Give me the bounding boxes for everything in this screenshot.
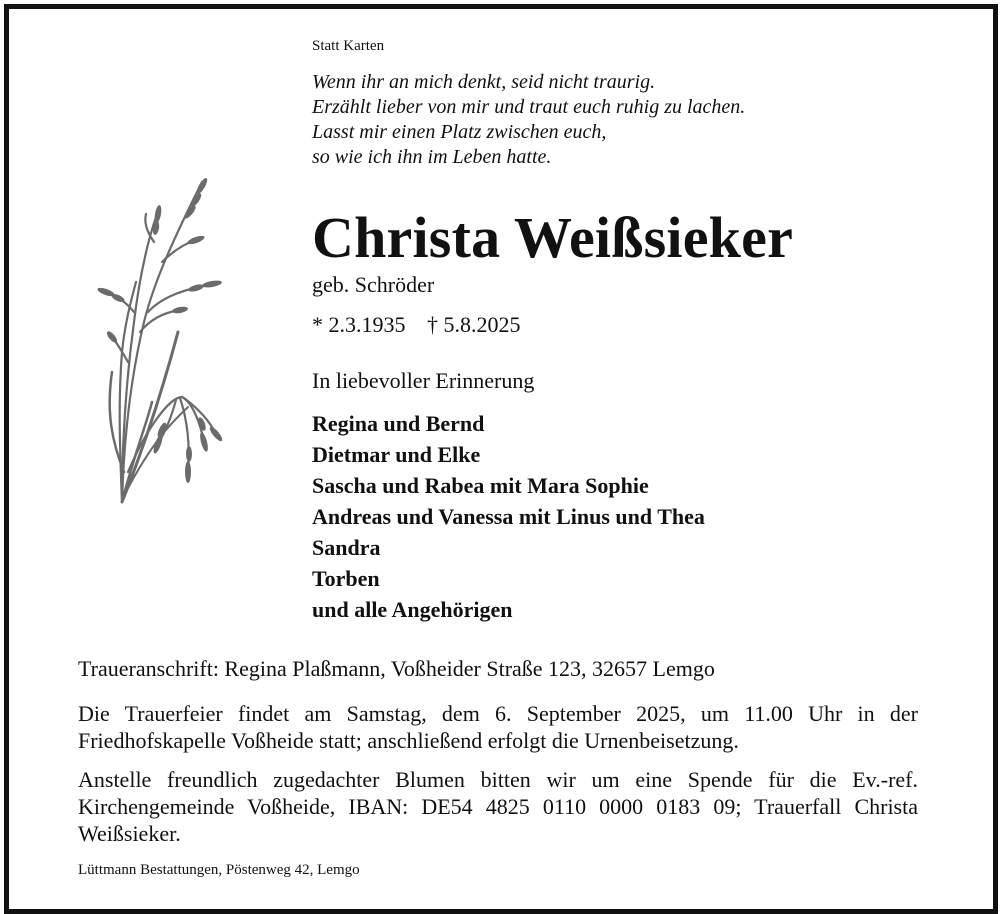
mourner-entry: und alle Angehörigen — [312, 597, 513, 622]
death-date: † 5.8.2025 — [427, 312, 521, 337]
donation-info: Anstelle freundlich zugedachter Blumen bitten wir um eine Spende für die Ev.-ref. Kirchengemeinde Voßheide, IBAN: DE54 4825 0110 0000 0183 09; Trauerfall Christa Weißsieker. — [78, 767, 918, 846]
mourners-list — [312, 408, 705, 625]
mourner-entry: Regina und Bernd — [312, 411, 485, 436]
memory-line: In liebevoller Erinnerung — [312, 368, 535, 393]
birth-date: * 2.3.1935 — [312, 312, 406, 337]
poem-line: Lasst mir einen Platz zwischen euch, — [312, 121, 607, 143]
mourner-entry: Andreas und Vanessa mit Linus und Thea — [312, 504, 705, 529]
ceremony-info: Die Trauerfeier findet am Samstag, dem 6. September 2025, um 11.00 Uhr in der Friedhofskapelle Voßheide statt; anschließend erfolgt die Urnenbeisetzung. — [78, 701, 918, 753]
life-dates — [312, 312, 521, 338]
maiden-name: geb. Schröder — [312, 272, 435, 297]
deceased-name: Christa Weißsieker — [312, 205, 794, 270]
mourner-entry: Sascha und Rabea mit Mara Sophie — [312, 473, 649, 498]
poem-line: Wenn ihr an mich denkt, seid nicht traurig. — [312, 71, 656, 93]
poem — [312, 70, 745, 170]
mourner-entry: Sandra — [312, 535, 381, 560]
poem-line: so wie ich ihn im Leben hatte. — [312, 146, 552, 168]
grass-stalks-icon — [92, 172, 242, 507]
poem-line: Erzählt lieber von mir und traut euch ruhig zu lachen. — [312, 96, 746, 118]
funeral-home: Lüttmann Bestattungen, Pöstenweg 42, Lemgo — [78, 862, 360, 878]
mourning-address: Traueranschrift: Regina Plaßmann, Voßheider Straße 123, 32657 Lemgo — [78, 656, 715, 681]
intro-label: Statt Karten — [312, 38, 385, 54]
mourner-entry: Dietmar und Elke — [312, 442, 481, 467]
mourner-entry: Torben — [312, 566, 380, 591]
